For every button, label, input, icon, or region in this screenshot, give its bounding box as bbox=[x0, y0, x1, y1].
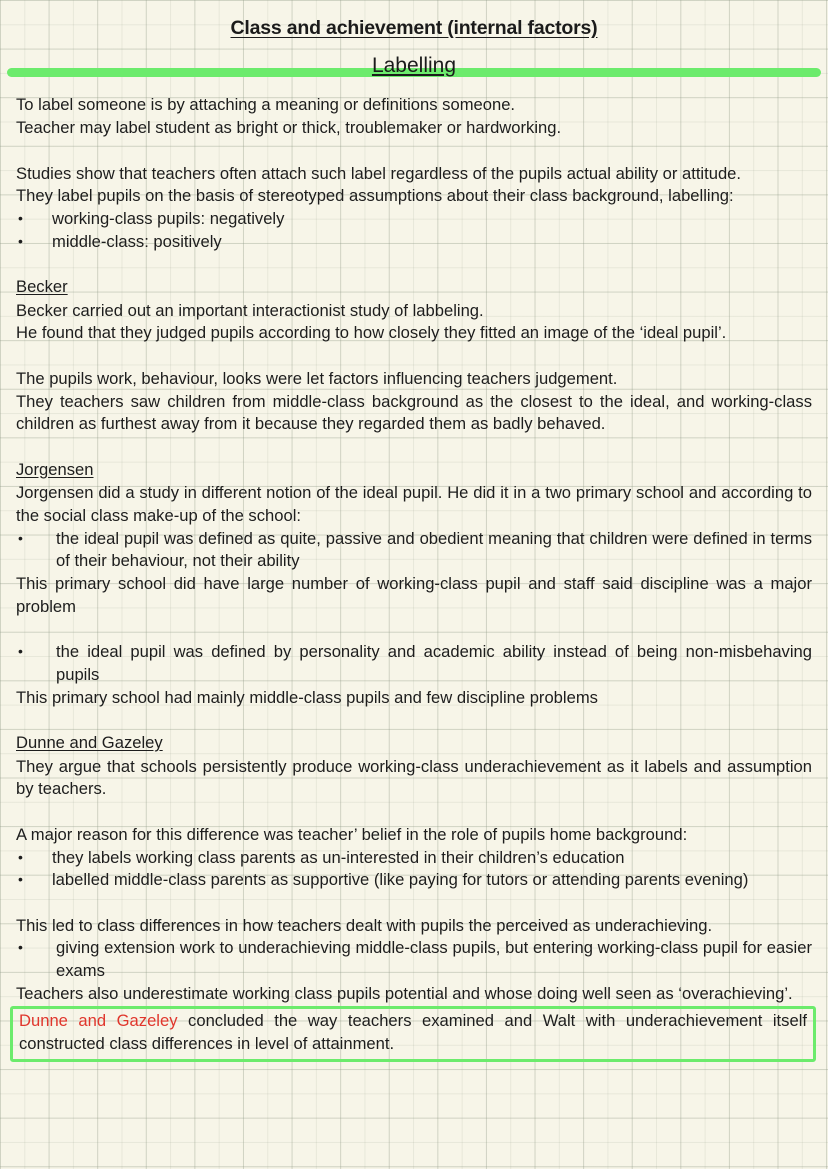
jorgensen-bullet-list-1 bbox=[16, 528, 812, 573]
studies-paragraph-2: They label pupils on the basis of stereotyped assumptions about their class background, labelling: bbox=[16, 186, 734, 206]
spacer bbox=[16, 140, 812, 163]
dunne-gazeley-line-3: This led to class differences in how teachers dealt with pupils the perceived as underachieving. bbox=[16, 915, 713, 935]
conclusion-highlight-box bbox=[10, 1006, 816, 1061]
section-heading-band bbox=[16, 48, 812, 94]
list-item: • labelled middle-class parents as supportive (like paying for tutors or attending parents evening) bbox=[16, 869, 812, 892]
studies-bullet-list bbox=[16, 208, 812, 253]
jorgensen-after-1: This primary school did have large number of working-class pupil and staff said discipline was a major problem bbox=[16, 574, 812, 616]
studies-paragraph-1: Studies show that teachers often attach such label regardless of the pupils actual ability or attitude. bbox=[16, 163, 742, 183]
becker-heading: Becker bbox=[16, 277, 68, 297]
becker-heading-wrap bbox=[16, 276, 812, 300]
dunne-gazeley-line-2: A major reason for this difference was teacher’ belief in the role of pupils home background: bbox=[16, 824, 688, 844]
dunne-gazeley-line-1: They argue that schools persistently produce working-class underachievement as it labels and assumption by teachers. bbox=[16, 756, 812, 799]
section-heading-text: Labelling bbox=[371, 54, 457, 78]
spacer bbox=[16, 436, 812, 459]
dunne-gazeley-bullet-list-2 bbox=[16, 937, 812, 982]
intro-line-1: To label someone is by attaching a meaning or definitions someone. bbox=[16, 95, 516, 115]
intro-line-2: Teacher may label student as bright or thick, troublemaker or hardworking. bbox=[16, 118, 562, 138]
becker-line-3: The pupils work, behaviour, looks were let factors influencing teachers judgement. bbox=[16, 368, 618, 388]
spacer bbox=[16, 619, 812, 642]
jorgensen-after-2: This primary school had mainly middle-class pupils and few discipline problems bbox=[16, 687, 598, 707]
becker-line-2: He found that they judged pupils according to how closely they fitted an image of the ‘ideal pupil’. bbox=[16, 323, 727, 343]
list-item: • giving extension work to underachieving middle-class pupils, but entering working-class pupil for easier exams bbox=[16, 937, 812, 982]
spacer bbox=[16, 801, 812, 824]
conclusion-author: Dunne and Gazeley bbox=[19, 1011, 178, 1031]
spacer bbox=[16, 253, 812, 276]
dunne-gazeley-heading-wrap bbox=[16, 732, 812, 756]
dunne-gazeley-heading: Dunne and Gazeley bbox=[16, 733, 163, 753]
jorgensen-heading: Jorgensen bbox=[16, 459, 94, 479]
spacer bbox=[16, 892, 812, 915]
conclusion-body: concluded the way teachers examined and Walt with underachievement itself constructed class differences in level of attainment. bbox=[19, 1011, 807, 1054]
conclusion-text bbox=[19, 1010, 807, 1055]
jorgensen-bullet-list-2 bbox=[16, 641, 812, 686]
dunne-gazeley-bullet-list bbox=[16, 847, 812, 892]
list-item: • middle-class: positively bbox=[16, 231, 812, 254]
spacer bbox=[16, 345, 812, 368]
list-item: • the ideal pupil was defined by personality and academic ability instead of being non-misbehaving pupils bbox=[16, 641, 812, 686]
list-item: • they labels working class parents as un-interested in their children’s education bbox=[16, 847, 812, 870]
spacer bbox=[16, 709, 812, 732]
jorgensen-heading-wrap bbox=[16, 459, 812, 483]
dunne-gazeley-line-4: Teachers also underestimate working class pupils potential and whose doing well seen as ‘overachieving’. bbox=[16, 983, 793, 1003]
becker-line-1: Becker carried out an important interactionist study of labbeling. bbox=[16, 300, 484, 320]
becker-line-4: They teachers saw children from middle-class background as the closest to the ideal, and working-class children as furthest away from it because they regarded them as badly behaved. bbox=[16, 391, 812, 434]
list-item: • working-class pupils: negatively bbox=[16, 208, 812, 231]
section-heading bbox=[16, 54, 812, 77]
list-item: • the ideal pupil was defined as quite, passive and obedient meaning that children were defined in terms of their behaviour, not their ability bbox=[16, 528, 812, 573]
page-title: Class and achievement (internal factors) bbox=[230, 17, 598, 39]
jorgensen-intro: Jorgensen did a study in different notion of the ideal pupil. He did it in a two primary school and according to the social class make-up of the school: bbox=[16, 483, 812, 526]
